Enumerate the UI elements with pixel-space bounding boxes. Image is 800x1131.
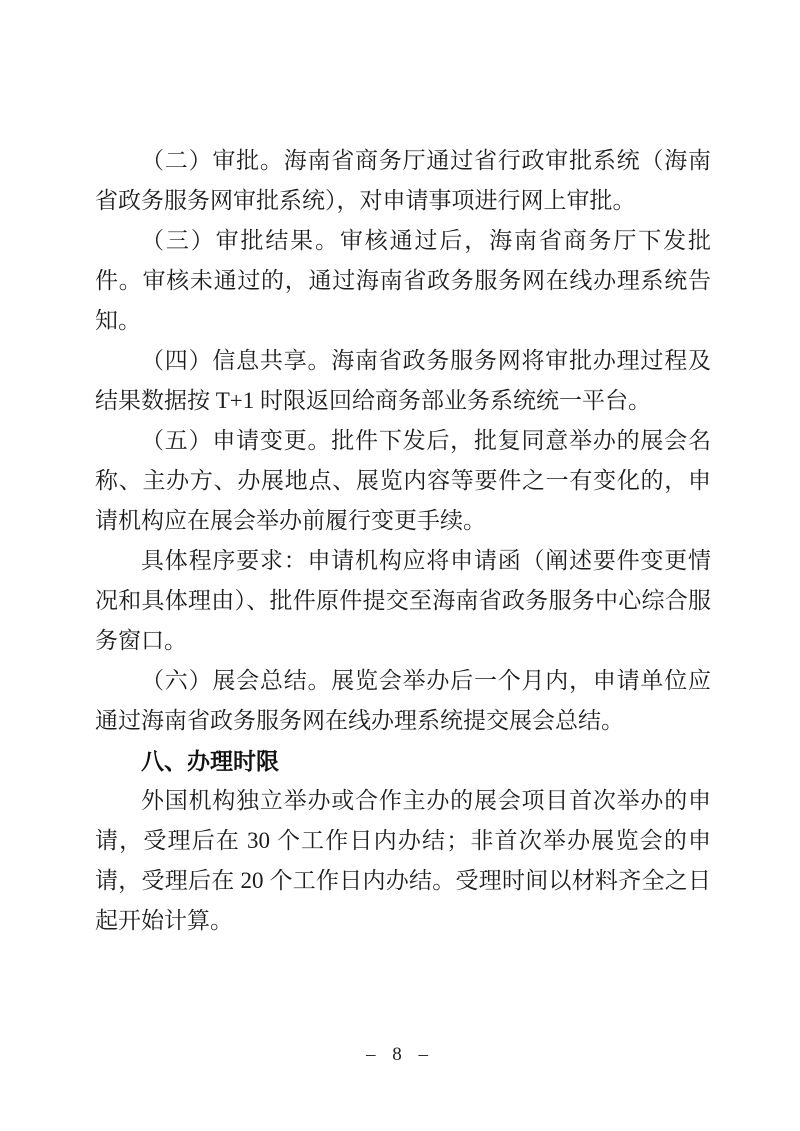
page-number: – 8 – xyxy=(366,1044,434,1065)
paragraph-approval: （二）审批。海南省商务厅通过省行政审批系统（海南省政务服务网审批系统），对申请事项进行网上审批。 xyxy=(95,148,711,213)
page-footer xyxy=(0,1044,800,1066)
paragraph-procedure-requirements: 具体程序要求：申请机构应将申请函（阐述要件变更情况和具体理由）、批件原件提交至海南省政务服务中心综合服务窗口。 xyxy=(95,548,711,653)
paragraph-time-limit-detail: 外国机构独立举办或合作主办的展会项目首次举办的申请，受理后在 30 个工作日内办结；非首次举办展览会的申请，受理后在 20 个工作日内办结。受理时间以材料齐全之日起开始计算。 xyxy=(95,788,711,933)
paragraph-approval-result: （三）审批结果。审核通过后，海南省商务厅下发批件。审核未通过的，通过海南省政务服务网在线办理系统告知。 xyxy=(95,228,711,333)
paragraph-exhibition-summary: （六）展会总结。展览会举办后一个月内，申请单位应通过海南省政务服务网在线办理系统提交展会总结。 xyxy=(95,668,711,733)
section-heading-time-limit: 八、办理时限 xyxy=(141,748,279,774)
paragraph-info-sharing: （四）信息共享。海南省政务服务网将审批办理过程及结果数据按 T+1 时限返回给商务部业务系统统一平台。 xyxy=(95,348,711,413)
paragraph-change-application: （五）申请变更。批件下发后，批复同意举办的展会名称、主办方、办展地点、展览内容等要件之一有变化的，申请机构应在展会举办前履行变更手续。 xyxy=(95,428,711,533)
document-body xyxy=(95,141,711,941)
